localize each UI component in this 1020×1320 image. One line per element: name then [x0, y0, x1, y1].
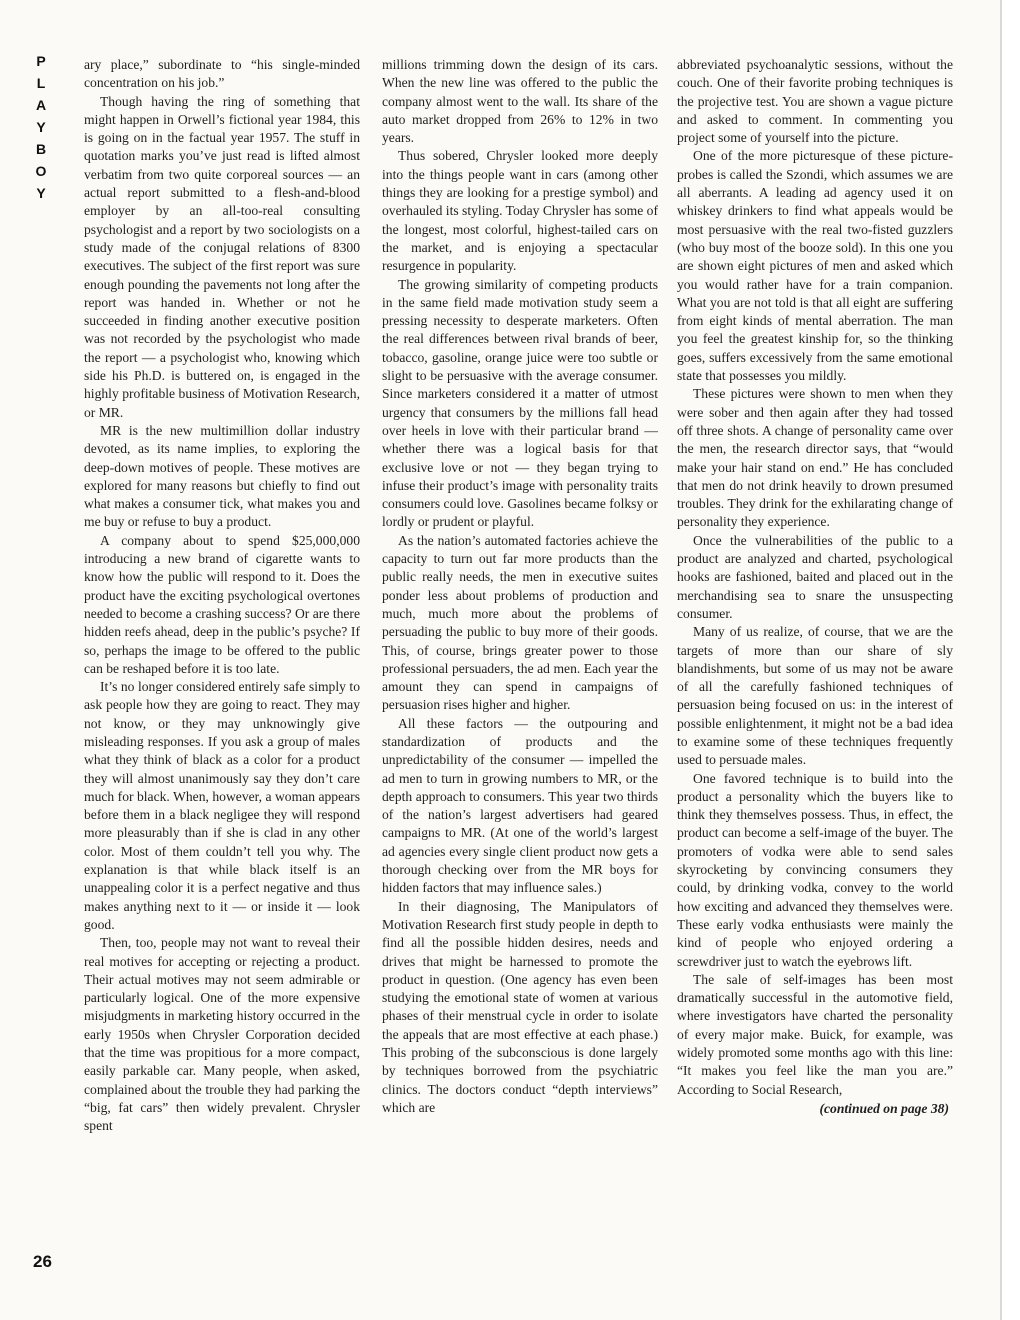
text-column-2: [382, 56, 658, 1117]
page-edge: [1000, 0, 1020, 1320]
paragraph: Though having the ring of something that might happen in Orwell’s fictional year 1984, this is going on in the factual year 1957. The stuff in quotation marks you’ve just read is lifted almost verbatim from two quite corporeal sources — an actual report submitted to a flesh-and-blood employer by an all-too-real consulting psychologist and a report by two sociologists on a study made of the conjugal relations of 8300 executives. The subject of the first report was sure enough pounding the pavements not long after the report was handed in. Whether or not he succeeded in finding another executive position was not recorded by the psychologist who made the report — a psychologist who, knowing which side his Ph.D. is buttered on, is engaged in the highly profitable business of Motivation Research, or MR.: [84, 93, 360, 420]
text-column-1: [84, 56, 360, 1136]
paragraph: In their diagnosing, The Manipulators of Motivation Research first study people in depth to find all the possible hidden desires, needs and drives that might be harnessed to promote the product in question. (One agency has even been studying the emotional state of women at various phases of their menstrual cycle in order to isolate the appeals that are most effective at each phase.) This probing of the subconscious is done largely by techniques borrowed from the psychiatric clinics. The doctors conduct “depth interviews” which are: [382, 898, 658, 1115]
paragraph: As the nation’s automated factories achieve the capacity to turn out far more products than the public really needs, the men in executive suites ponder less about problems of production and much, much more about the problems of persuading the public to buy more of their goods. This, of course, brings greater power to those professional persuaders, the ad men. Each year the amount they can spend in campaigns of persuasion rises higher and higher.: [382, 532, 658, 713]
running-head-letter: P: [36, 53, 46, 69]
paragraph: One favored technique is to build into the product a personality which the buyers like to think they themselves possess. Thus, in effect, the product can become a self-image of the buyer. The promoters of vodka were able to send sales skyrocketing by convincing consumers they could, by drinking vodka, convey to the world how exciting and advanced they themselves were. These early vodka enthusiasts were mainly the kind of people who enjoyed ordering a screwdriver just to watch the eyebrows lift.: [677, 770, 953, 969]
paragraph: These pictures were shown to men when they were sober and then again after they had tossed off three shots. A change of personality came over the men, the research director says, that “would make your hair stand on end.” He has concluded that men do not drink heavily to drown presumed troubles. They drink for the exhilarating change of personality they experience.: [677, 386, 953, 530]
paragraph: Once the vulnerabilities of the public to a product are analyzed and charted, psychological hooks are fashioned, baited and placed out in the merchandising sea to snare the unsuspecting consumer.: [677, 532, 953, 621]
running-head-letter: A: [35, 97, 47, 113]
running-head-letter: L: [36, 75, 46, 91]
text-column-3: [677, 56, 953, 1118]
running-head-letter: Y: [36, 119, 46, 135]
paragraph: MR is the new multimillion dollar industry devoted, as its name implies, to exploring the deep-down motives of people. These motives are explored for many reasons but chiefly to find out what makes a consumer tick, what makes you and me buy or refuse to buy a product.: [84, 422, 360, 530]
paragraph: Thus sobered, Chrysler looked more deeply into the things people want in cars (among other things they are looking for a prestige symbol) and overhauled its styling. Today Chrysler has some of the longest, most colorful, highest-tailed cars on the market, and is enjoying a spectacular resurgence in popularity.: [382, 148, 658, 274]
running-head: [30, 50, 52, 204]
paragraph: abbreviated psychoanalytic sessions, without the couch. One of their favorite probing techniques is the projective test. You are shown a vague picture and asked to comment. In commenting you project some of yourself into the picture.: [677, 57, 953, 146]
paragraph: A company about to spend $25,000,000 introducing a new brand of cigarette wants to know how the public will respond to it. Does the product have the exciting psychological overtones needed to become a crashing success? Or are there hidden reefs ahead, deep in the public’s psyche? If so, perhaps the image to be offered to the public can be reshaped before it is too late.: [84, 532, 360, 676]
paragraph: Then, too, people may not want to reveal their real motives for accepting or rejecting a product. Their actual motives may not seem admirable or particularly logical. One of the more expensive misjudgments in marketing history occurred in the early 1950s when Chrysler Corporation decided that the time was propitious for a more compact, easily parkable car. Many people, when asked, complained about the trouble they had parking the “big, fat cars” then widely prevalent. Chrysler spent: [84, 935, 360, 1134]
paragraph: The sale of self-images has been most dramatically successful in the automotive field, where investigators have charted the personality of every major make. Buick, for example, was widely promoted some months ago with this line: “It makes you feel like the man you are.” According to Social Research,: [677, 971, 953, 1097]
paragraph: The growing similarity of competing products in the same field made motivation study seem a pressing necessity to desperate marketers. Often the real differences between rival brands of beer, tobacco, gasoline, orange juice were too subtle or slight to be persuasive with the average consumer. Since marketers considered it a matter of utmost urgency that consumers by the millions fall head over heels in love with their particular brand — whether there was a logical basis for that exclusive love or not — they began trying to infuse their product’s image with personality traits consumers could love. Gasolines became folksy or lordly or prudent or playful.: [382, 276, 658, 530]
continued-line: (continued on page 38): [819, 1100, 949, 1116]
running-head-letter: O: [35, 163, 47, 179]
paragraph: One of the more picturesque of these picture-probes is called the Szondi, which assumes we are all aberrants. A leading ad agency used it on whiskey drinkers to find what appeals would be most persuasive with the real two-fisted guzzlers (who buy most of the booze sold). In this one you are shown eight pictures of men and asked which you would rather have for a train companion. What you are not told is that all eight are suffering from eight kinds of mental aberration. The man you feel the greatest kinship for, so the thinking goes, suffers excessively from the same emotional state that possesses you mildly.: [677, 148, 953, 384]
paragraph: All these factors — the outpouring and standardization of products and the unpredictability of the consumer — impelled the ad men to turn in growing numbers to MR, or the depth approach to consumers. This year two thirds of the nation’s largest advertisers had geared campaigns to MR. (At one of the world’s largest ad agencies every single client product now gets a thorough checking over from the MR boys for hidden factors that may influence sales.): [382, 715, 658, 896]
running-head-letter: B: [35, 141, 47, 157]
paragraph: It’s no longer considered entirely safe simply to ask people how they are going to react. They may not know, or they may unknowingly give misleading responses. If you ask a group of males what they think of black as a color for a product they will almost unanimously say they don’t care much for black. When, however, a woman appears before them in a black negligee they will respond more pleasurably than if she is clad in any other color. Most of them couldn’t tell you why. The explanation is that while black itself is an unappealing color it is a perfect negative and thus makes anything next to it — or inside it — look good.: [84, 679, 360, 932]
page-number: 26: [33, 1252, 52, 1271]
paragraph: millions trimming down the design of its cars. When the new line was offered to the public the company almost went to the wall. Its share of the auto market dropped from 26% to 12% in two years.: [382, 57, 658, 146]
paragraph: ary place,” subordinate to “his single-minded concentration on his job.”: [84, 57, 360, 91]
running-head-letter: Y: [36, 185, 46, 201]
paragraph: Many of us realize, of course, that we are the targets of more than our share of sly blandishments, but some of us may not be aware of all the carefully fashioned techniques of persuasion being focused on us: in the interest of possible enlightenment, it might not be a bad idea to examine some of these techniques frequently used to persuade males.: [677, 624, 953, 768]
